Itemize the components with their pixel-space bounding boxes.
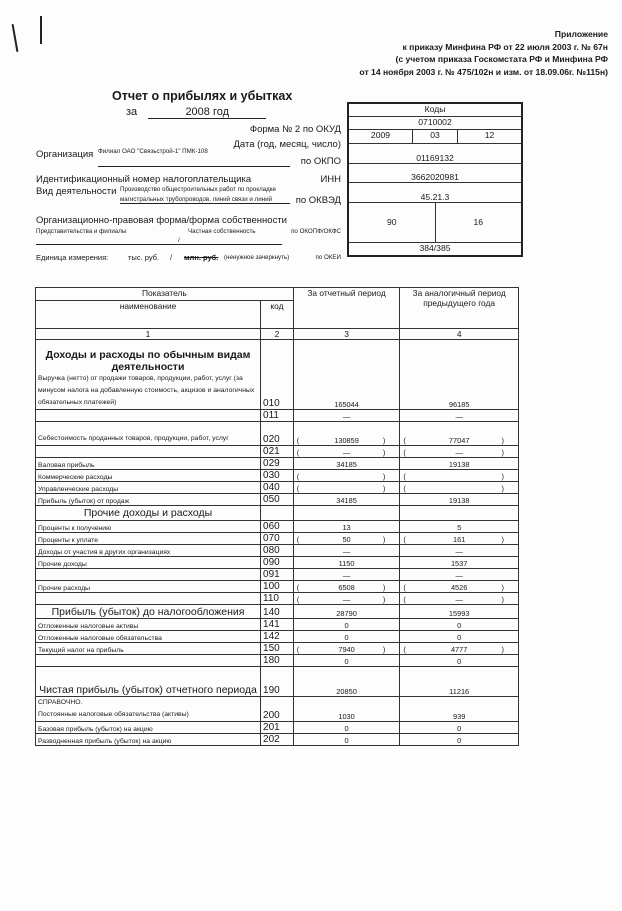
row-current: 13	[293, 521, 400, 533]
row-name: Прибыль (убыток) от продаж	[36, 494, 261, 506]
code-date-day: 12	[457, 130, 521, 143]
legal-underline	[36, 244, 282, 245]
code-okei: 384/385	[419, 243, 451, 253]
okei-label: по ОКЕИ	[315, 254, 341, 261]
section-net: Чистая прибыль (убыток) отчетного периода	[36, 667, 261, 697]
row-previous: 939	[400, 697, 519, 722]
reference-label: СПРАВОЧНО.	[38, 699, 83, 706]
col-number: 2	[261, 329, 294, 340]
paren: )	[501, 436, 504, 445]
pen-mark	[12, 24, 19, 52]
legal-form-label: Организационно-правовая форма/форма собственности	[36, 215, 287, 226]
row-code: 060	[261, 521, 294, 533]
code-inn: 3662020981	[411, 172, 459, 182]
codes-box	[347, 102, 523, 257]
paren: (	[403, 645, 406, 654]
code-okopf: 90	[386, 217, 397, 227]
table-row	[36, 581, 519, 593]
table-row	[36, 557, 519, 569]
code-okfs: 16	[435, 203, 522, 242]
row-code: 080	[261, 545, 294, 557]
okpo-label: по ОКПО	[300, 156, 341, 167]
table-row	[36, 482, 519, 494]
appendix-line: к приказу Минфина РФ от 22 июля 2003 г. № 67н	[402, 41, 608, 52]
appendix-note	[359, 28, 608, 78]
org-value: Филиал ОАО "Связьстрой-1" ПМК-108	[98, 148, 208, 155]
row-previous: 15993	[400, 605, 519, 619]
row-current: —	[293, 569, 400, 581]
row-code: 200	[261, 697, 294, 722]
activity-value-1: Производство общестроительных работ по прокладке	[120, 186, 276, 193]
row-code: 010	[261, 340, 294, 410]
activity-value-2: магистральных трубопроводов, линий связи и линий	[120, 196, 290, 204]
row-current: 0	[293, 631, 400, 643]
row-current: 0	[293, 734, 400, 746]
row-previous: 77047	[448, 436, 470, 445]
row-previous: —	[455, 448, 463, 457]
row-name: Проценты к уплате	[36, 533, 261, 545]
row-name: Постоянные налоговые обязательства (активы)	[38, 711, 189, 718]
row-previous: 0	[400, 722, 519, 734]
row-name: Коммерческие расходы	[36, 470, 261, 482]
table-row	[36, 446, 519, 458]
paren: )	[501, 645, 504, 654]
col-number: 3	[293, 329, 400, 340]
table-row	[36, 533, 519, 545]
table-row	[36, 605, 519, 619]
date-label: Дата (год, месяц, число)	[233, 139, 341, 150]
section-pretax: Прибыль (убыток) до налогообложения	[36, 605, 261, 619]
paren: (	[403, 436, 406, 445]
row-previous: 0	[400, 631, 519, 643]
appendix-line: от 14 ноября 2003 г. № 475/102н и изм. от 18.09.06г. №115н)	[359, 66, 608, 77]
row-previous: 0	[400, 655, 519, 667]
slash: /	[178, 237, 180, 244]
row-current: 34185	[293, 458, 400, 470]
paren: )	[501, 448, 504, 457]
row-code: 100	[261, 581, 294, 593]
row-previous: 19138	[400, 458, 519, 470]
row-name: Себестоимость проданных товаров, продукции, работ, услуг	[36, 422, 261, 446]
paren: )	[501, 535, 504, 544]
code-date-month: 03	[412, 130, 457, 143]
row-current: 130859	[334, 436, 359, 445]
code-date-year: 2009	[370, 130, 391, 140]
table-row	[36, 643, 519, 655]
row-code: 030	[261, 470, 294, 482]
header-previous: За аналогичный период предыдущего года	[400, 288, 519, 329]
row-current: —	[293, 545, 400, 557]
unit-thous: тыс. руб.	[128, 253, 160, 262]
table-row	[36, 631, 519, 643]
code-okved: 45.21.3	[420, 192, 450, 202]
row-name: Базовая прибыль (убыток) на акцию	[36, 722, 261, 734]
row-previous: 161	[452, 535, 466, 544]
row-code: 110	[261, 593, 294, 605]
paren: )	[382, 436, 386, 445]
row-code: 070	[261, 533, 294, 545]
okved-label: по ОКВЭД	[295, 195, 341, 206]
row-current: 0	[293, 722, 400, 734]
col-number: 1	[36, 329, 261, 340]
paren: )	[501, 595, 504, 604]
row-name: Прочие расходы	[36, 581, 261, 593]
paren: )	[382, 535, 386, 544]
row-code: 050	[261, 494, 294, 506]
org-underline	[98, 166, 290, 167]
row-code: 140	[261, 605, 294, 619]
row-code: 040	[261, 482, 294, 494]
paren: )	[501, 484, 504, 493]
row-current: 1150	[293, 557, 400, 569]
row-name: Проценты к получению	[36, 521, 261, 533]
row-current: 165044	[293, 340, 400, 410]
row-previous: 0	[400, 619, 519, 631]
page-title: Отчет о прибылях и убытках	[112, 89, 293, 103]
row-previous: —	[400, 545, 519, 557]
col-number: 4	[400, 329, 519, 340]
form-label: Форма № 2 по ОКУД	[249, 124, 341, 135]
paren: (	[403, 535, 406, 544]
paren: (	[403, 472, 406, 481]
row-code: 201	[261, 722, 294, 734]
row-code: 150	[261, 643, 294, 655]
row-code: 021	[261, 446, 294, 458]
table-row	[36, 569, 519, 581]
row-current: 50	[342, 535, 351, 544]
section-other: Прочие доходы и расходы	[36, 506, 261, 521]
code-okpo: 01169132	[416, 153, 454, 163]
appendix-line: (с учетом приказа Госкомстата РФ и Минфина РФ	[395, 54, 608, 64]
table-row	[36, 410, 519, 422]
row-previous: —	[455, 595, 463, 604]
row-previous: 0	[400, 734, 519, 746]
section-ordinary: Доходы и расходы по обычным видам деятельности	[45, 349, 251, 373]
table-row	[36, 734, 519, 746]
row-code: 190	[261, 667, 294, 697]
unit-label: Единица измерения:	[36, 253, 109, 262]
row-code: 011	[261, 410, 294, 422]
row-code: 142	[261, 631, 294, 643]
row-code: 091	[261, 569, 294, 581]
table-row	[36, 422, 519, 446]
ownership-value: Частная собственность	[188, 228, 256, 235]
codes-title: Коды	[424, 104, 446, 114]
pl-table	[35, 287, 519, 746]
row-code: 180	[261, 655, 294, 667]
paren: )	[382, 472, 386, 481]
paren: (	[296, 583, 300, 592]
okopf-label: по ОКОПФ/ОКФС	[291, 228, 341, 235]
row-name: Доходы от участия в других организациях	[36, 545, 261, 557]
paren: )	[501, 472, 504, 481]
paren: (	[296, 448, 300, 457]
row-current: —	[342, 448, 351, 457]
row-name: Выручка (нетто) от продажи товаров, продукции, работ, услуг (за минусом налога на добавленную стоимость, акцизов и аналогичных обязательных платежей)	[38, 375, 255, 406]
unit-slash: /	[170, 253, 173, 262]
row-name: Прочие доходы	[36, 557, 261, 569]
row-current: 0	[293, 619, 400, 631]
row-previous: 11216	[400, 667, 519, 697]
paren: (	[296, 472, 300, 481]
row-current: 7940	[338, 645, 355, 654]
paren: )	[501, 583, 504, 592]
row-current: —	[342, 595, 351, 604]
paren: (	[403, 484, 406, 493]
header-code: код	[261, 301, 294, 329]
inn-label-text: Идентификационный номер налогоплательщика	[36, 174, 252, 185]
row-current: 28790	[293, 605, 400, 619]
row-previous: 4526	[450, 583, 468, 592]
org-label: Организация	[36, 149, 94, 160]
period-prefix: за	[126, 106, 138, 118]
header-indicator: Показатель	[36, 288, 294, 301]
table-row	[36, 593, 519, 605]
row-name: Отложенные налоговые обязательства	[36, 631, 261, 643]
row-previous: 96185	[400, 340, 519, 410]
paren: (	[296, 535, 300, 544]
paren: )	[382, 583, 386, 592]
paren: )	[382, 645, 386, 654]
paren: (	[296, 484, 300, 493]
report-period	[126, 106, 266, 119]
row-code: 141	[261, 619, 294, 631]
appendix-line: Приложение	[554, 29, 608, 39]
table-row	[36, 458, 519, 470]
unit-note: (ненужное зачеркнуть)	[224, 254, 290, 261]
row-current: 1030	[293, 697, 400, 722]
row-current: —	[293, 410, 400, 422]
row-current: 34185	[293, 494, 400, 506]
row-name: Разводненная прибыль (убыток) на акцию	[36, 734, 261, 746]
row-previous: 1537	[400, 557, 519, 569]
table-row	[36, 494, 519, 506]
code-okud: 0710002	[418, 117, 452, 127]
row-name: Управленческие расходы	[36, 482, 261, 494]
row-name: Текущий налог на прибыль	[36, 643, 261, 655]
unit-mln-struck: млн. руб.	[184, 253, 219, 262]
row-code: 090	[261, 557, 294, 569]
table-row	[36, 667, 519, 697]
period-value: 2008 год	[148, 106, 266, 119]
row-name: Валовая прибыль	[36, 458, 261, 470]
table-row	[36, 619, 519, 631]
paren: )	[382, 448, 386, 457]
row-current: 6508	[338, 583, 355, 592]
row-code: 020	[261, 422, 294, 446]
row-name: Отложенные налоговые активы	[36, 619, 261, 631]
paren: (	[296, 645, 300, 654]
table-row	[36, 545, 519, 557]
table-row	[36, 722, 519, 734]
row-previous: 4777	[450, 645, 468, 654]
activity-label: Вид деятельности	[36, 186, 117, 197]
table-row	[36, 697, 519, 722]
paren: (	[296, 436, 300, 445]
header-name: наименование	[36, 301, 261, 329]
legal-form-value: Представительства и филиалы	[36, 228, 127, 235]
paren: (	[403, 583, 406, 592]
row-code: 202	[261, 734, 294, 746]
paren: (	[403, 595, 406, 604]
row-current: 0	[293, 655, 400, 667]
table-row	[36, 655, 519, 667]
row-previous: 5	[400, 521, 519, 533]
row-code: 029	[261, 458, 294, 470]
paren: )	[382, 484, 386, 493]
table-row	[36, 521, 519, 533]
inn-label: ИНН	[320, 174, 341, 185]
row-current: 20850	[293, 667, 400, 697]
row-previous: 19138	[400, 494, 519, 506]
paren: (	[296, 595, 300, 604]
row-previous: —	[400, 410, 519, 422]
paren: (	[403, 448, 406, 457]
pen-mark	[40, 16, 42, 44]
paren: )	[382, 595, 386, 604]
row-previous: —	[400, 569, 519, 581]
header-current: За отчетный период	[293, 288, 400, 329]
table-row	[36, 470, 519, 482]
